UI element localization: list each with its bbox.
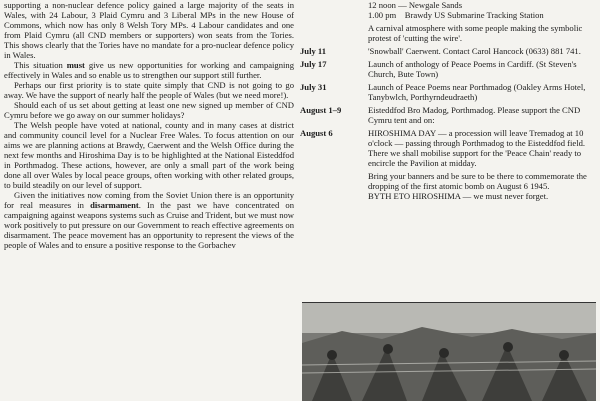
carnival-note: A carnival atmosphere with some people making the symbolic protest of 'cutting the wire'. bbox=[368, 23, 583, 43]
article-paragraph: The Welsh people have voted at national, county and in many cases at district and community council level for a Nuclear Free Wales. To focus attention on our aims we are planning actions at Brawdy, Caerwent and the Welsh Office during the next few months and Hiroshima Day is to be highlighted at the National Eisteddfod in Porthmadog. These actions, however, are only a small part of the work being done all over Wales by local peace groups, often working with other related groups, to build steadily on our level of support. bbox=[4, 120, 294, 190]
events-column bbox=[300, 0, 596, 201]
protest-photo-image bbox=[302, 303, 596, 401]
event-description: Launch of anthology of Peace Poems in Cardiff. (St Steven's Church, Bute Town) bbox=[368, 59, 577, 79]
event-row bbox=[300, 105, 596, 125]
event-date: July 11 bbox=[300, 46, 327, 56]
events-list bbox=[300, 46, 596, 168]
closing-note: Bring your banners and be sure to be there to commemorate the dropping of the first atomic bomb on August 6 1945. bbox=[368, 171, 587, 191]
event-date: August 1–9 bbox=[300, 105, 342, 115]
event-date: August 6 bbox=[300, 128, 333, 138]
article-paragraph: This situation must give us new opportunities for working and campaigning effectively in Wales and so enable us to strengthen our support still further. bbox=[4, 60, 294, 80]
protest-photo bbox=[302, 302, 596, 401]
article-column bbox=[4, 0, 294, 250]
event-description: 'Snowball' Caerwent. Contact Carol Hancock (0633) 881 741. bbox=[368, 46, 581, 56]
event-description: Eisteddfod Bro Madog, Porthmadog. Please support the CND Cymru tent and on: bbox=[368, 105, 581, 125]
schedule-time: 1.00 pm bbox=[368, 10, 397, 20]
event-date: July 31 bbox=[300, 82, 327, 92]
slogan: BYTH ETO HIROSHIMA — we must never forget. bbox=[368, 191, 549, 201]
article-paragraph: Perhaps our first priority is to state quite simply that CND is not going to go away. We have the support of nearly half the people of Wales (but we need more!). bbox=[4, 80, 294, 100]
schedule-place: Brawdy US Submarine Tracking Station bbox=[404, 10, 544, 20]
schedule-place: Newgale Sands bbox=[408, 0, 463, 10]
event-date: July 17 bbox=[300, 59, 327, 69]
event-row bbox=[300, 59, 596, 79]
event-row bbox=[300, 82, 596, 102]
event-row bbox=[300, 128, 596, 168]
event-description: Launch of Peace Poems near Porthmadog (Oakley Arms Hotel, Tanybwlch, Porthyrndeudraeth) bbox=[368, 82, 586, 102]
article-paragraph: Given the initiatives now coming from the Soviet Union there is an opportunity for real measures in disarmament. In the past we have concentrated on campaigning against weapons systems such as Cruise and Trident, but we must now work positively to put pressure on our Government to reach effective agreements on disarmament. The peace movement has an opportunity to represent the views of the people of Wales and to ensure a positive response to the Gorbachev bbox=[4, 190, 295, 250]
event-row bbox=[300, 46, 596, 56]
schedule-line bbox=[300, 10, 596, 20]
event-description: HIROSHIMA DAY — a procession will leave Tremadog at 10 o'clock — passing through Porthmadog to the Eisteddfod field. There we shall mobilise support for the 'Peace Chain' ready to encircle the Pavilion at midday. bbox=[368, 128, 586, 168]
article-paragraph: Should each of us set about getting at least one new signed up member of CND Cymru before we go away on our summer holidays? bbox=[4, 100, 294, 120]
schedule-time: 12 noon bbox=[368, 0, 396, 10]
schedule-line: 12 noon — Newgale Sands bbox=[368, 0, 463, 10]
article-paragraph: supporting a non-nuclear defence policy gained a large majority of the seats in Wales, with 24 Labour, 3 Plaid Cymru and 3 Liberal MPs in the new House of Commons, which now has only 8 Welsh Tory MPs. 4 Labour candidates and one from Plaid Cymru (all CND members or supporters) won seats from the Tories. This shows clearly that the Tories have no mandate for a pro-nuclear defence policy in Wales. bbox=[4, 0, 294, 60]
